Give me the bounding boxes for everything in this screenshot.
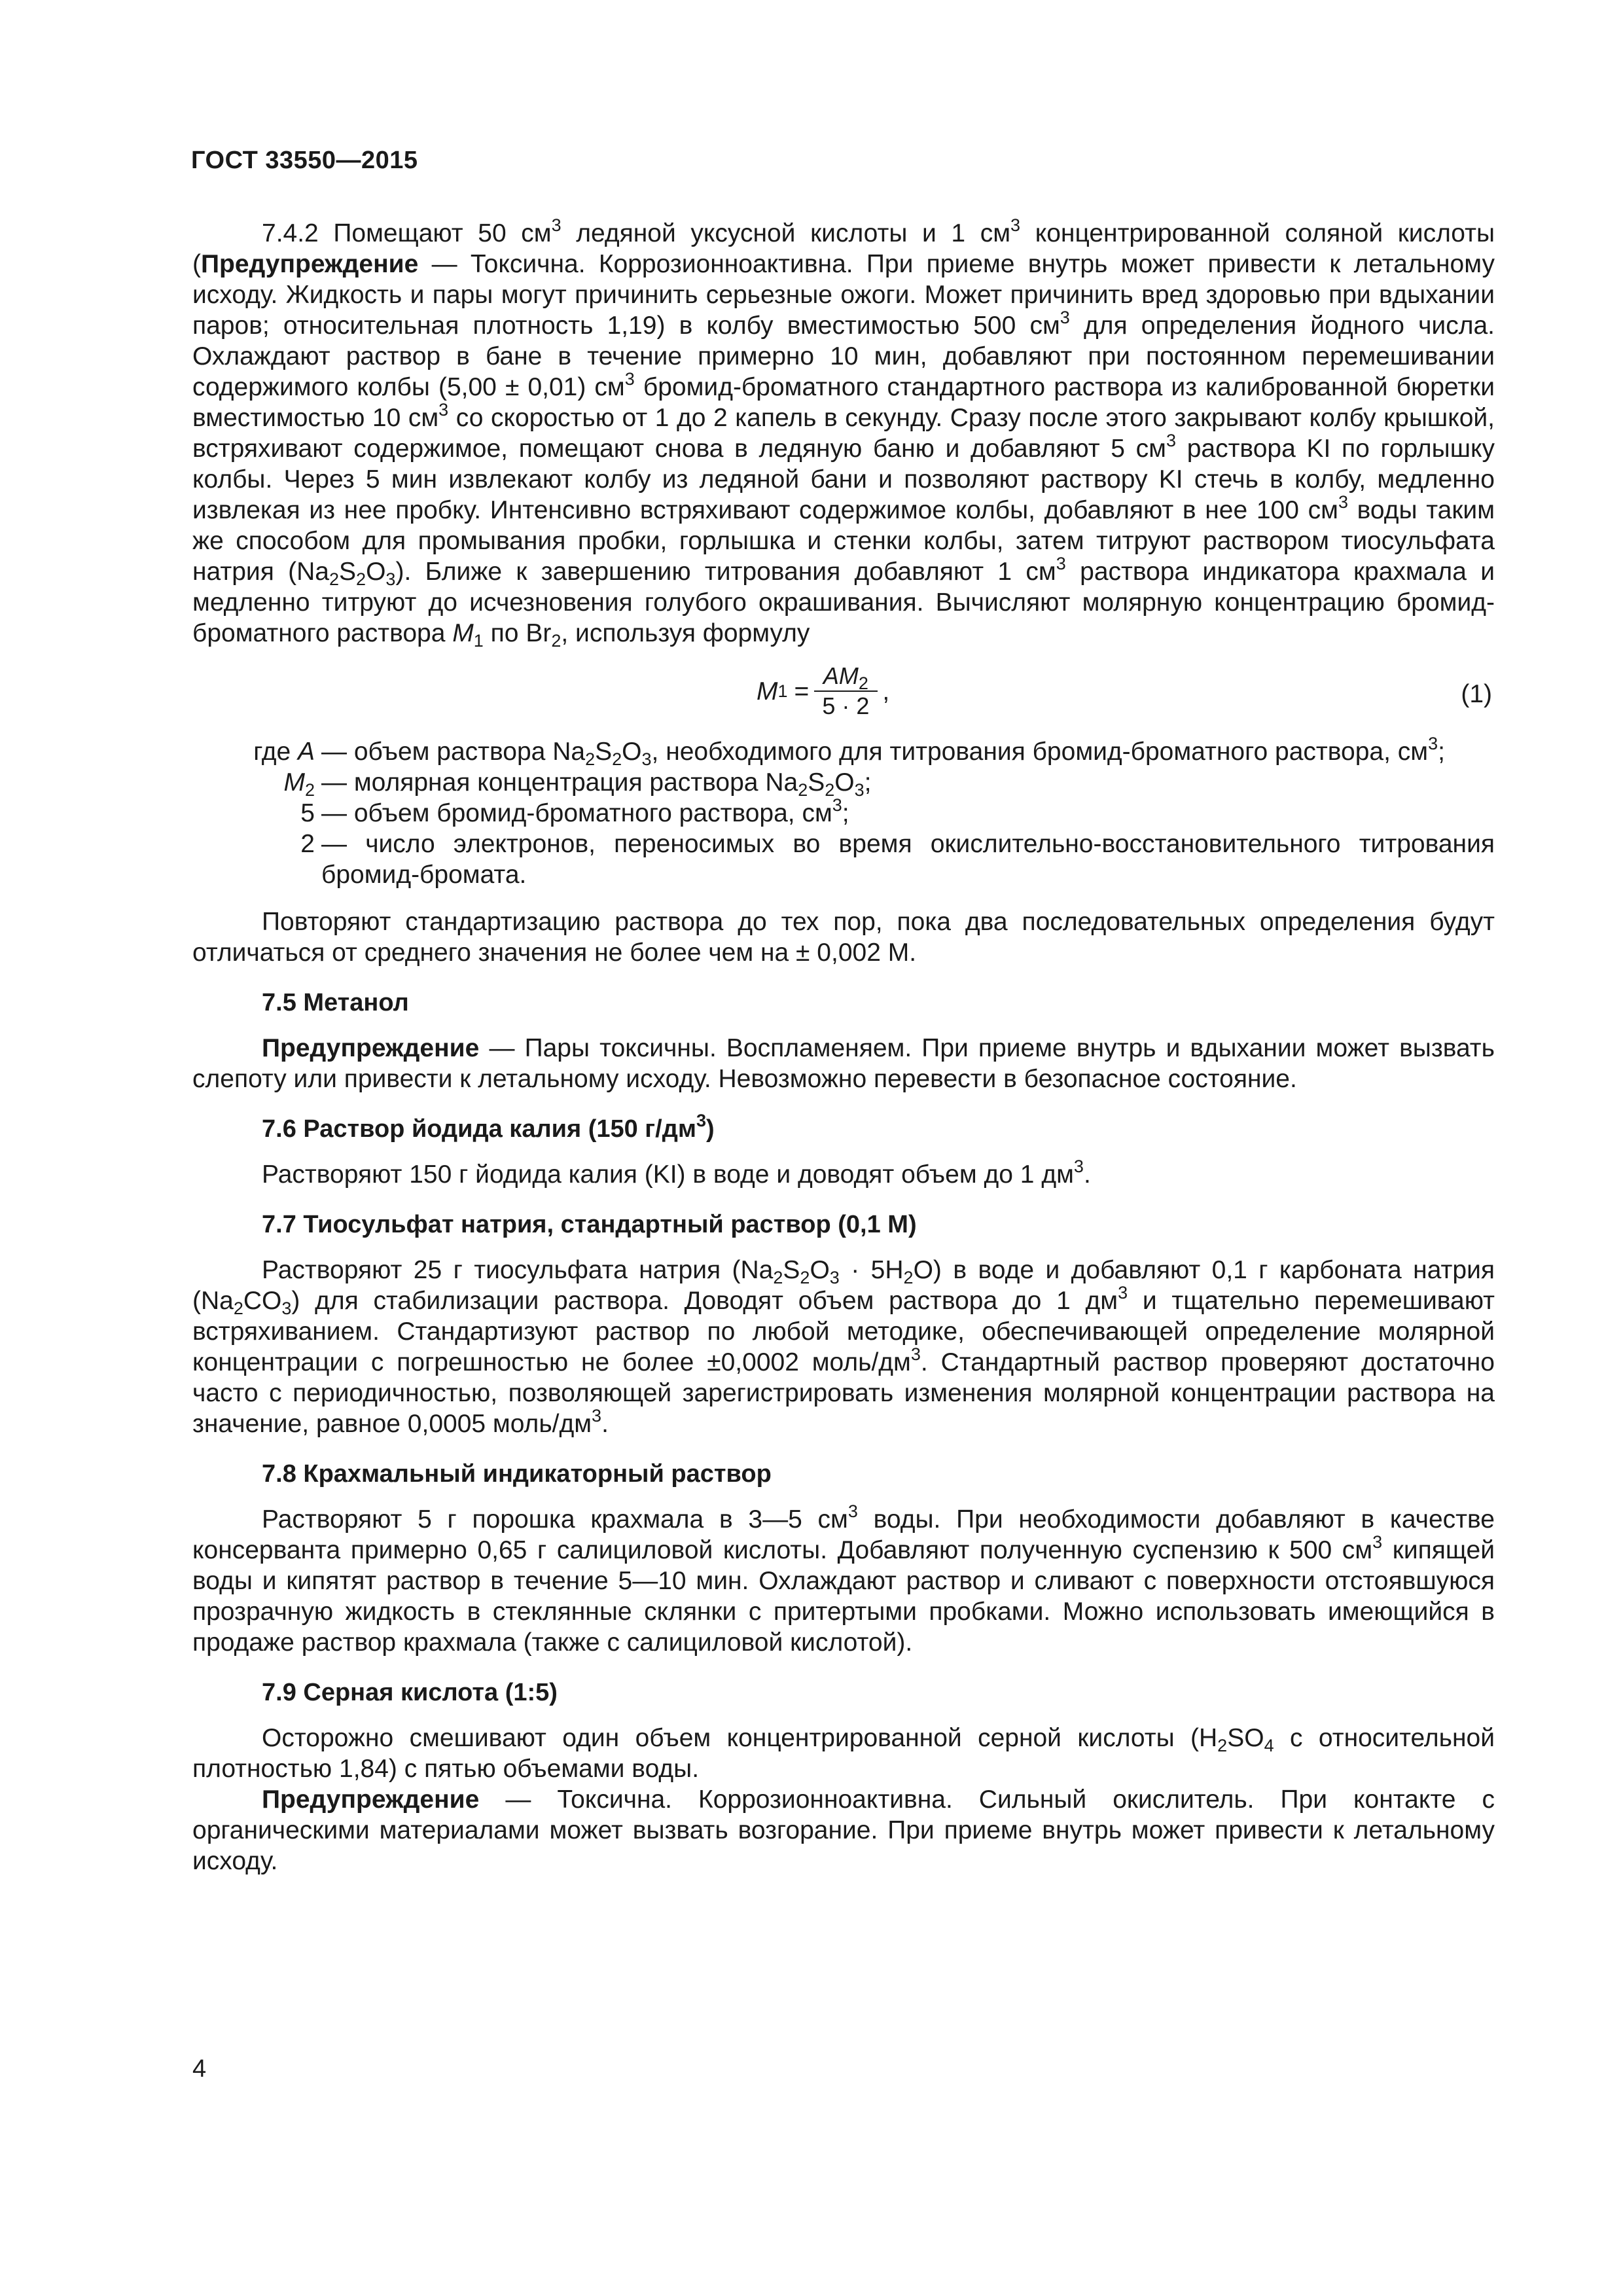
section-7-9-warning: Предупреждение — Токсична. Коррозионноактивна. Сильный окислитель. При контакте с органическими материалами может вызвать возгорание. При приеме внутрь может привести к летальному исходу. bbox=[192, 1785, 1495, 1875]
equation-number: (1) bbox=[1461, 680, 1492, 708]
section-7-7-text: Растворяют 25 г тиосульфата натрия $(Na_2S_2O_3 \cdot 5H_2O)$ в воде и добавляют 0,1 г карбоната натрия $(Na_2CO_3)$ для стабилизации раствора. Доводят объем раствора до 1 $дм^3$ и тщательно перемешивают встряхиванием. Стандартизуют раствор по любой методике, обеспечивающей определение молярной концентрации с погрешностью не более ±0,0002 моль/$дм^3$. Стандартный раствор проверяют достаточно часто с периодичностью, позволяющей зарегистрировать изменения молярной концентрации раствора на значение, равное 0,0005 моль/$дм^3$. bbox=[192, 1256, 1495, 1438]
legend-text-a: — объем раствора $Na_2S_2O_3$, необходимого для титрования бромид-броматного раствора, $см^3$; bbox=[321, 734, 1445, 769]
formula-1 bbox=[192, 659, 1495, 732]
legend-text-2: — число электронов, переносимых во время окислительно-восстановительного титрования бромид-бромата. bbox=[321, 830, 1495, 889]
paragraph-repeat-standardization: Повторяют стандартизацию раствора до тех пор, пока два последовательных определения будут отличаться от среднего значения не более чем на ± 0,002 М. bbox=[192, 908, 1495, 967]
section-7-6-title: 7.6 Раствор йодида калия (150 $г/дм^3$) bbox=[262, 1111, 715, 1143]
warning-label: Предупреждение bbox=[201, 250, 419, 278]
legend-text-5: — объем бромид-броматного раствора, $см^3$; bbox=[321, 795, 849, 827]
legend-symbol-5: 5 bbox=[300, 799, 315, 827]
section-7-8-text: Растворяют 5 г порошка крахмала в 3—5 $см^3$ воды. При необходимости добавляют в качестве консерванта примерно 0,65 г салициловой кислоты. Добавляют полученную суспензию к 500 $см^3$ кипящей воды и кипятят раствор в течение 5—10 мин. Охлаждают раствор и сливают с поверхности отстоявшуюся прозрачную жидкость в стеклянные склянки с притертыми пробками. Можно использовать имеющийся в продаже раствор крахмала (также с салициловой кислотой). bbox=[192, 1501, 1495, 1657]
paragraph-7-4-2: 7.4.2 Помещают 50 $см^3$ ледяной уксусной кислоты и 1 $см^3$ концентрированной соляной кислоты (Предупреждение — Токсична. Коррозионноактивна. При приеме внутрь может привести к летальному исходу. Жидкость и пары могут причинить серьезные ожоги. Может причинить вред здоровью при вдыхании паров; относительная плотность 1,19) в колбу вместимостью 500 $см^3$ для определения йодного числа. Охлаждают раствор в бане в течение примерно 10 мин, добавляют при постоянном перемешивании содержимого колбы (5,00 ± 0,01) $см^3$ бромид-броматного стандартного раствора из калиброванной бюретки вместимостью 10 $см^3$ со скоростью от 1 до 2 капель в секунду. Сразу после этого закрывают колбу крышкой, встряхивают содержимое, помещают снова в ледяную баню и добавляют 5 $см^3$ раствора KI по горлышку колбы. Через 5 мин извлекают колбу из ледяной бани и позволяют раствору KI стечь в колбу, медленно извлекая из нее пробку. Интенсивно встряхивают содержимое колбы, добавляют в нее 100 $см^3$ воды таким же способом для промывания пробки, горлышка и стенки колбы, затем титруют раствором тиосульфата натрия $(Na_2S_2O_3)$. Ближе к завершению титрования добавляют 1 $см^3$ раствора индикатора крахмала и медленно титруют до исчезновения голубого окрашивания. Вычисляют молярную концентрацию бромид-броматного раствора $M_1$ по $Br_2$, используя формулу bbox=[192, 215, 1495, 651]
section-7-7-title: 7.7 Тиосульфат натрия, стандартный раствор (0,1 М) bbox=[262, 1211, 917, 1238]
section-7-9-text: Осторожно смешивают один объем концентрированной серной кислоты ($H_2SO_4$ с относительной плотностью 1,84) с пятью объемами воды. bbox=[192, 1724, 1495, 1783]
legend-symbol-a: где A bbox=[253, 738, 315, 766]
section-7-8-title: 7.8 Крахмальный индикаторный раствор bbox=[262, 1460, 772, 1488]
legend-text-m2: — молярная концентрация раствора $Na_2S_2O_3$; bbox=[321, 768, 872, 800]
formula-legend bbox=[192, 736, 1495, 890]
formula-expression: M 1 = $\frac{AM_2}{5 \cdot 2}$ , bbox=[757, 662, 890, 719]
warning-label: Предупреждение bbox=[262, 1785, 480, 1814]
section-7-5-title: 7.5 Метанол bbox=[262, 989, 409, 1016]
formula-fraction: $\frac{AM_2}{5 \cdot 2}$ bbox=[813, 662, 878, 721]
page-content bbox=[192, 215, 1495, 1876]
page-number: 4 bbox=[192, 2055, 207, 2083]
document-header: ГОСТ 33550—2015 bbox=[191, 147, 418, 174]
legend-symbol-2: 2 bbox=[300, 830, 315, 858]
section-7-6-text: Растворяют 150 г йодида калия (KI) в воде и доводят объем до 1 $дм^3$. bbox=[262, 1157, 1091, 1189]
legend-symbol-m2: $M_2$ bbox=[283, 768, 315, 800]
section-7-5-text: Предупреждение — Пары токсичны. Воспламеняем. При приеме внутрь и вдыхании может вызвать слепоту или привести к летальному исходу. Невозможно перевести в безопасное состояние. bbox=[192, 1034, 1495, 1093]
warning-label: Предупреждение bbox=[262, 1034, 480, 1062]
section-7-9-title: 7.9 Серная кислота (1:5) bbox=[262, 1679, 558, 1706]
